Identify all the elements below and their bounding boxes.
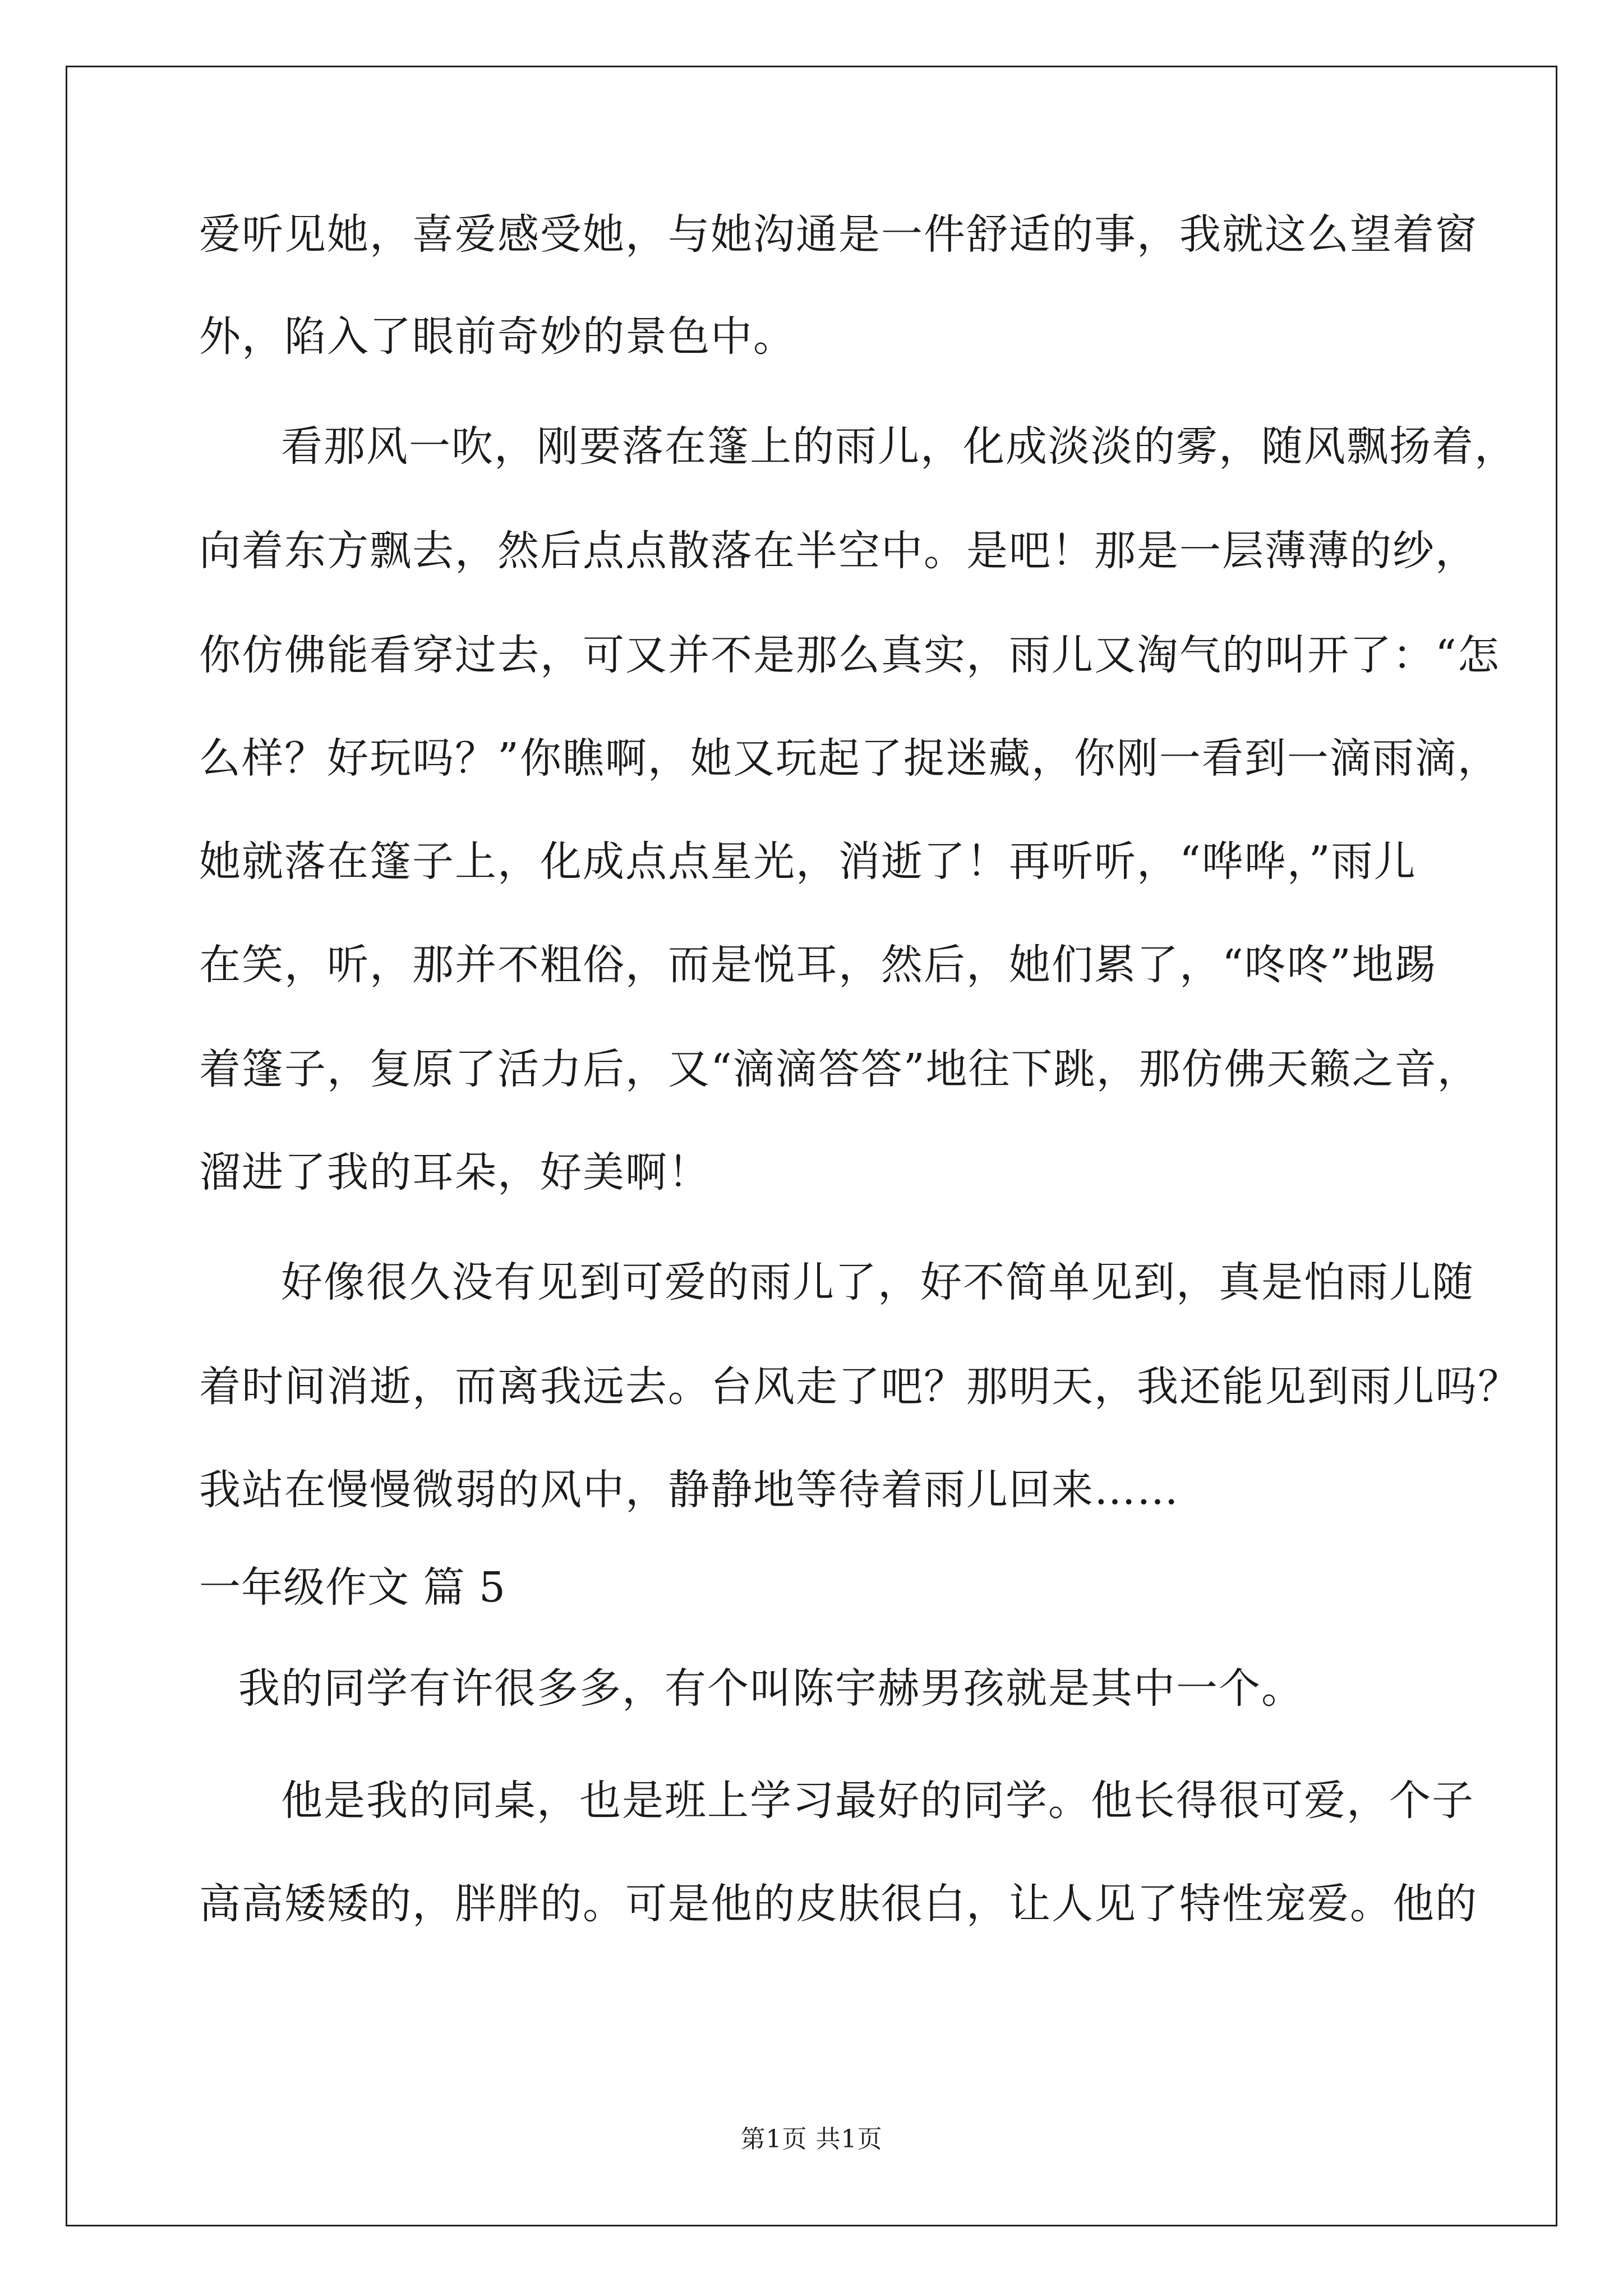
paragraph-line: 我站在慢慢微弱的风中，静静地等待着雨儿回来…… bbox=[199, 1466, 1179, 1514]
paragraph-line: 爱听见她，喜爱感受她，与她沟通是一件舒适的事，我就这么望着窗 bbox=[199, 210, 1478, 259]
paragraph-line: 着篷子，复原了活力后，又“滴滴答答”地往下跳，那仿佛天籁之音， bbox=[199, 1045, 1480, 1093]
paragraph-line: 外，陷入了眼前奇妙的景色中。 bbox=[199, 312, 796, 361]
section-heading: 一年级作文 篇 5 bbox=[199, 1563, 506, 1612]
paragraph-line: 好像很久没有见到可爱的雨儿了，好不简单见到，真是怕雨儿随 bbox=[281, 1258, 1474, 1306]
paragraph-line: 她就落在篷子上，化成点点星光，消逝了！再听听，“哗哗，”雨儿 bbox=[199, 838, 1417, 886]
paragraph-line: 他是我的同桌，也是班上学习最好的同学。他长得很可爱，个子 bbox=[281, 1777, 1474, 1825]
paragraph-line: 高高矮矮的，胖胖的。可是他的皮肤很白，让人见了特性宠爱。他的 bbox=[199, 1880, 1478, 1928]
paragraph-line: 着时间消逝，而离我远去。台风走了吧？那明天，我还能见到雨儿吗？ bbox=[199, 1363, 1520, 1411]
paragraph-line: 看那风一吹，刚要落在篷上的雨儿，化成淡淡的雾，随风飘扬着， bbox=[281, 422, 1517, 471]
page-number-footer: 第1页 共1页 bbox=[740, 2125, 883, 2154]
paragraph-line: 在笑，听，那并不粗俗，而是悦耳，然后，她们累了，“咚咚”地踢 bbox=[199, 941, 1437, 989]
paragraph-line: 我的同学有许很多多，有个叫陈宇赫男孩就是其中一个。 bbox=[238, 1664, 1304, 1713]
paragraph-line: 你仿佛能看穿过去，可又并不是那么真实，雨儿又淘气的叫开了：“怎 bbox=[199, 631, 1500, 679]
paragraph-line: 么样？好玩吗？”你瞧啊，她又玩起了捉迷藏，你刚一看到一滴雨滴， bbox=[199, 734, 1500, 783]
paragraph-line: 溜进了我的耳朵，好美啊！ bbox=[199, 1148, 711, 1197]
paragraph-line: 向着东方飘去，然后点点散落在半空中。是吧！那是一层薄薄的纱， bbox=[199, 527, 1478, 575]
